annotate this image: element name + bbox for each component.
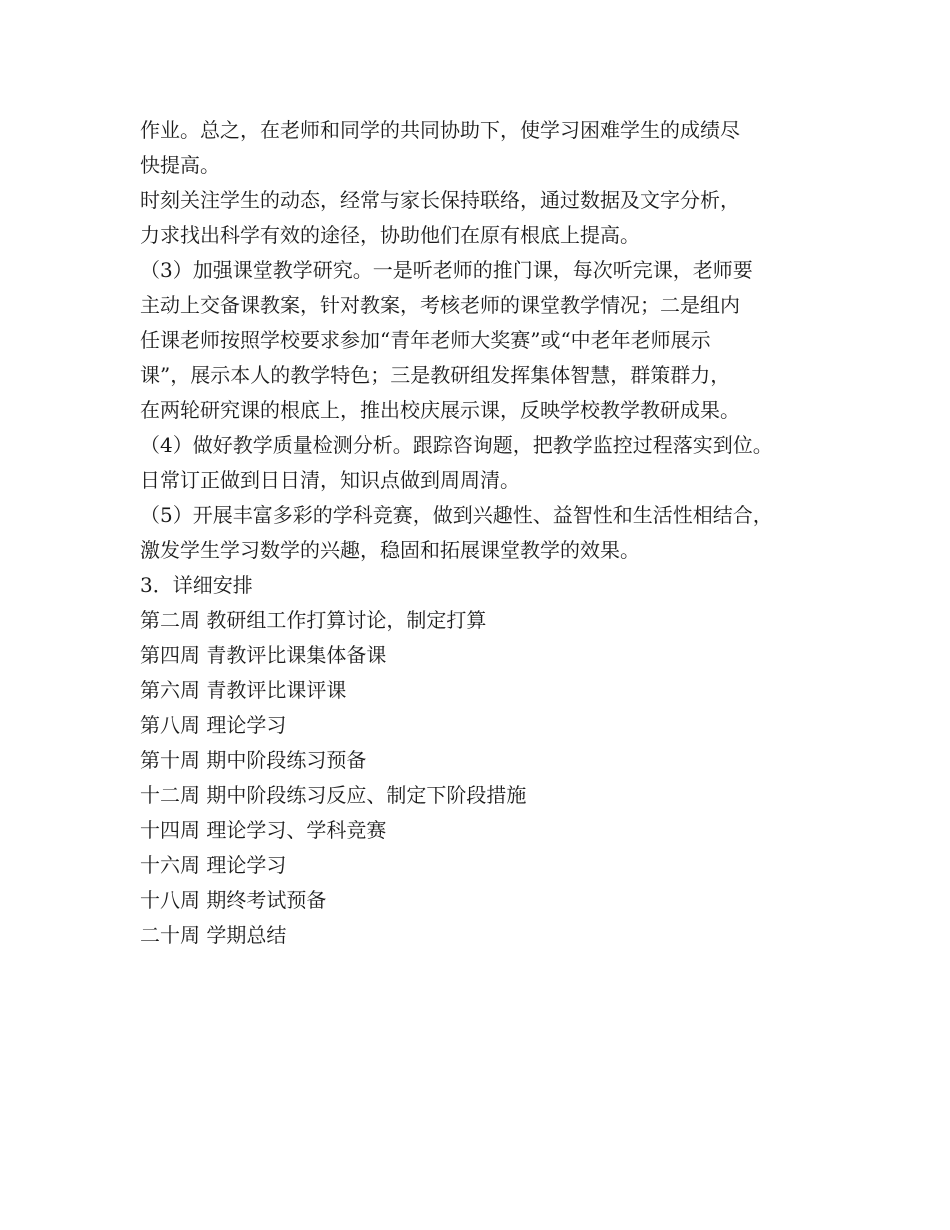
text-line: （5）开展丰富多彩的学科竞赛，做到兴趣性、益智性和生活性相结合， [140,503,773,527]
section-heading: 3．详细安排 [140,573,253,597]
text-line: 课”，展示本人的教学特色；三是教研组发挥集体智慧，群策群力， [140,363,731,387]
schedule-item: 第十周 期中阶段练习预备 [140,748,367,772]
schedule-item: 二十周 学期总结 [140,923,287,947]
schedule-item: 第四周 青教评比课集体备课 [140,643,387,667]
schedule-item: 第二周 教研组工作打算讨论，制定打算 [140,608,487,632]
text-line: 作业。总之，在老师和同学的共同协助下，使学习困难学生的成绩尽 [140,118,740,142]
text-line: 日常订正做到日日清，知识点做到周周清。 [140,468,520,492]
schedule-item: 第六周 青教评比课评课 [140,678,347,702]
text-line: 任课老师按照学校要求参加“青年老师大奖赛”或“中老年老师展示 [140,328,711,352]
text-line: （3）加强课堂教学研究。一是听老师的推门课，每次听完课，老师要 [140,258,753,282]
text-line: 在两轮研究课的根底上，推出校庆展示课，反映学校教学教研成果。 [140,398,740,422]
schedule-item: 十四周 理论学习、学科竞赛 [140,818,387,842]
text-line: （4）做好教学质量检测分析。跟踪咨询题，把教学监控过程落实到位。 [140,433,773,457]
schedule-item: 十八周 期终考试预备 [140,888,327,912]
text-line: 激发学生学习数学的兴趣，稳固和拓展课堂教学的效果。 [140,538,640,562]
text-line: 主动上交备课教案，针对教案，考核老师的课堂教学情况；二是组内 [140,293,740,317]
text-line: 快提高。 [140,153,220,177]
schedule-item: 十六周 理论学习 [140,853,287,877]
schedule-item: 第八周 理论学习 [140,713,287,737]
schedule-item: 十二周 期中阶段练习反应、制定下阶段措施 [140,783,527,807]
text-line: 时刻关注学生的动态，经常与家长保持联络，通过数据及文字分析， [140,188,740,212]
text-line: 力求找出科学有效的途径，协助他们在原有根底上提高。 [140,223,640,247]
document-body [140,113,840,953]
